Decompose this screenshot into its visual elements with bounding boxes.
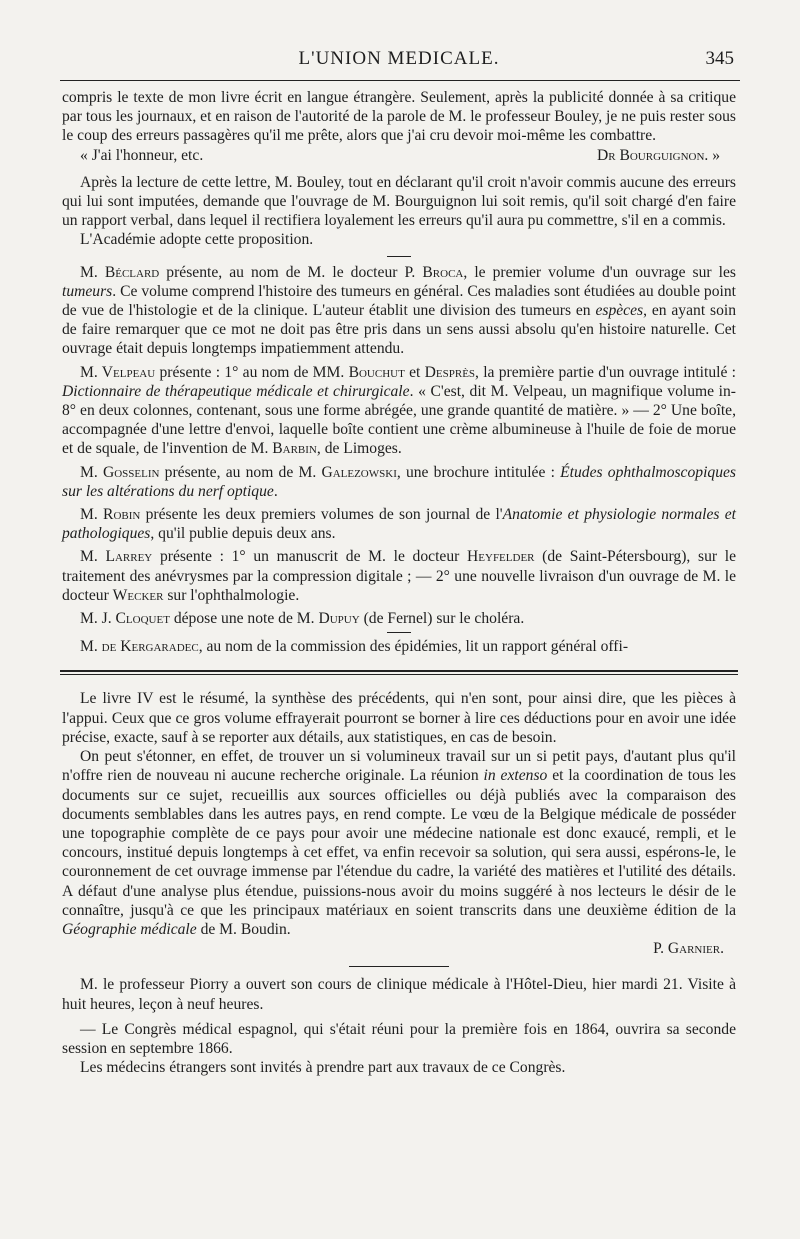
paragraph-bouley: Après la lecture de cette lettre, M. Bouley, tout en déclarant qu'il croit n'avoir commis aucune des erreurs qui lui sont imputées, demande que l'ouvrage de M. Bourguignon lui soit remis, qu'il soit chargé d'en faire un rapport verbal, dans lequel il rectifiera loyalement les erreurs qu'il aura pu commettre, s'il en a commis. <box>62 173 736 230</box>
text-run: dépose une note de M. <box>169 610 319 628</box>
paragraph-congres: — Le Congrès médical espagnol, qui s'était réuni pour la première fois en 1864, ouvrira sa seconde session en septembre 1866. <box>62 1020 736 1057</box>
paragraph-livre-iv: Le livre IV est le résumé, la synthèse des précédents, qui n'en sont, pour ainsi dire, que les pièces à l'appui. Ceux que ce gros volume effrayerait pourront se borner à lire ces déductions pour en avoir une idée précise, exacte, sauf à se reporter aux détails, aux statistiques, en cas de besoin. <box>62 690 736 746</box>
person-name: M. J. Cloquet <box>80 610 170 628</box>
text-run: sur l'ophthalmologie. <box>163 586 300 604</box>
paragraph-belgique <box>62 747 736 939</box>
text-run: On peut s'étonner, en effet, de trouver un si volumineux travail sur un si petit pays, d'autant plus qu'il n'offre rien de nouveau ni aucune recherche originale. La réunion <box>62 748 736 785</box>
text-run: présente, au nom de M. <box>159 463 322 481</box>
text-run: . <box>273 482 278 500</box>
text-run: de M. Boudin. <box>196 920 291 938</box>
text-run: , de Limoges. <box>316 440 402 458</box>
text-run: , une brochure intitulée : <box>396 463 561 481</box>
paragraph-beclard <box>62 263 736 359</box>
section-divider <box>387 632 411 633</box>
italic-title: Dictionnaire de thérapeutique médicale et chirurgicale <box>62 382 410 400</box>
paragraph-velpeau <box>62 363 736 459</box>
person-name: M. de Kergaradec <box>80 638 199 656</box>
text-run: . Ce volume comprend l'histoire des tumeurs en général. Ces maladies sont étudiées au double point de vue de l'histologie et de la clinique. L'auteur établit une division des tumeurs en <box>62 282 736 320</box>
paragraph-cloquet <box>62 609 736 628</box>
text-run: et <box>404 363 425 381</box>
text-run: , qu'il publie depuis deux ans. <box>150 525 336 543</box>
paragraph-adoption: L'Académie adopte cette proposition. <box>80 231 314 249</box>
person-name: M. Béclard <box>80 263 160 281</box>
text-run: présente les deux premiers volumes de son journal de l' <box>140 506 503 524</box>
spacer <box>62 165 736 173</box>
person-name: Galezowski <box>321 463 397 481</box>
text-run: présente : 1° un manuscrit de M. le docteur <box>152 548 468 566</box>
paragraph-kergaradec <box>62 637 736 656</box>
person-name: M. Velpeau <box>80 363 156 381</box>
italic-term: espèces <box>595 302 644 320</box>
person-name: Desprès <box>424 363 476 381</box>
text-run: , au nom de la commission des épidémies, lit un rapport général offi- <box>198 638 629 656</box>
text-run: , en ayant soin de faire remarquer que ce mot ne doit pas être pris dans un sens aussi absolu qu'en histoire naturelle. Cet ouvrage était depuis longtemps impatiemment attendu. <box>62 302 736 358</box>
feuilleton-divider <box>60 670 738 675</box>
text-run: . « C'est, dit M. Velpeau, un magnifique volume in-8° en deux colonnes, contenant, sous une forme abrégée, une grande quantité de matière. » — 2° Une boîte, accompagnée d'une lettre d'envoi, laquelle boîte contient une crème albumineuse à l'huile de foie de morue et de squale, de l'invention de M. <box>62 382 736 458</box>
header-rule <box>60 80 740 81</box>
journal-title: L'UNION MEDICALE. <box>298 48 500 69</box>
paragraph-continuation: compris le texte de mon livre écrit en langue étrangère. Seulement, après la publicité donnée à sa critique par tous les journaux, et en raison de l'autorité de la parole de M. le professeur Bouley, je ne puis rester sous le coup des erreurs passagères qu'il me prête, alors que j'ai cru devoir moi-même les combattre. <box>62 89 736 145</box>
text-run: (de Fernel) sur le choléra. <box>359 610 525 628</box>
paragraph-gosselin <box>62 463 736 501</box>
italic-term: in extenso <box>483 767 548 785</box>
text-run: , le premier volume d'un ouvrage sur les <box>463 263 736 281</box>
italic-term: tumeurs <box>62 282 113 300</box>
person-name: Heyfelder <box>467 548 535 566</box>
text-run: et la coordination de tous les documents sur ce sujet, recueillis aux sources officielles ou déjà publiés avec la comparaison des documents semblables dans les autres pays, en rend compte. Le vœu de la Belgique médicale de posséder une topographie complète de ce pays pour avoir une médecine nationale est donc exaucé, rempli, et le concours, institué depuis longtemps à cet effet, va enfin recevoir sa solution, qui sera aussi, espérons-le, le couronnement de cet ouvrage immense par l'étendue du cadre, la variété des matières et l'utilité des détails. A défaut d'une analyse plus étendue, puissions-nous avoir du moins suggéré à nos lecteurs le désir de le connaître, jusqu'à ce que les principaux matériaux en soient transcrits dans une deuxième édition de la <box>62 767 736 919</box>
paragraph-larrey <box>62 547 736 605</box>
section-divider <box>349 966 449 967</box>
text-run: , la première partie d'un ouvrage intitulé : <box>475 363 737 381</box>
italic-title: Anatomie et physiologie normales et pathologiques <box>62 506 736 543</box>
page-header <box>62 44 736 74</box>
paragraph-piorry: M. le professeur Piorry a ouvert son cours de clinique médicale à l'Hôtel-Dieu, hier mardi 21. Visite à huit heures, leçon à neuf heures. <box>62 976 736 1013</box>
paragraph-robin <box>62 505 736 543</box>
person-name: Bouchut <box>348 363 405 381</box>
italic-title: Études ophthalmoscopiques sur les altérations du nerf optique <box>62 463 736 500</box>
closing-formula: « J'ai l'honneur, etc. <box>80 146 204 164</box>
letter-signature: Dr Bourguignon. » <box>596 146 720 164</box>
person-name: M. Gosselin <box>80 463 160 481</box>
paragraph-invitation: Les médecins étrangers sont invités à prendre part aux travaux de ce Congrès. <box>80 1059 566 1077</box>
person-name: Dupuy <box>318 610 360 628</box>
article-body <box>62 88 736 1077</box>
italic-title: Géographie médicale <box>62 920 197 938</box>
text-run: présente, au nom de M. le docteur P. <box>159 263 423 281</box>
person-name: Broca <box>422 263 464 281</box>
person-name: Wecker <box>112 586 164 604</box>
section-divider <box>387 256 411 257</box>
letter-closing <box>62 146 736 165</box>
page-number: 345 <box>705 48 734 69</box>
text-run: (de Saint-Pétersbourg), sur le traitement des anévrysmes par la compression digitale ; — 2° une nouvelle livraison d'un ouvrage de M. le docteur <box>62 548 737 604</box>
author-signature: P. Garnier. <box>653 940 724 958</box>
person-name: M. Larrey <box>80 548 153 566</box>
text-run: présente : 1° au nom de MM. <box>155 363 349 381</box>
person-name: M. Robin <box>80 506 141 524</box>
person-name: Barbin <box>272 440 317 458</box>
